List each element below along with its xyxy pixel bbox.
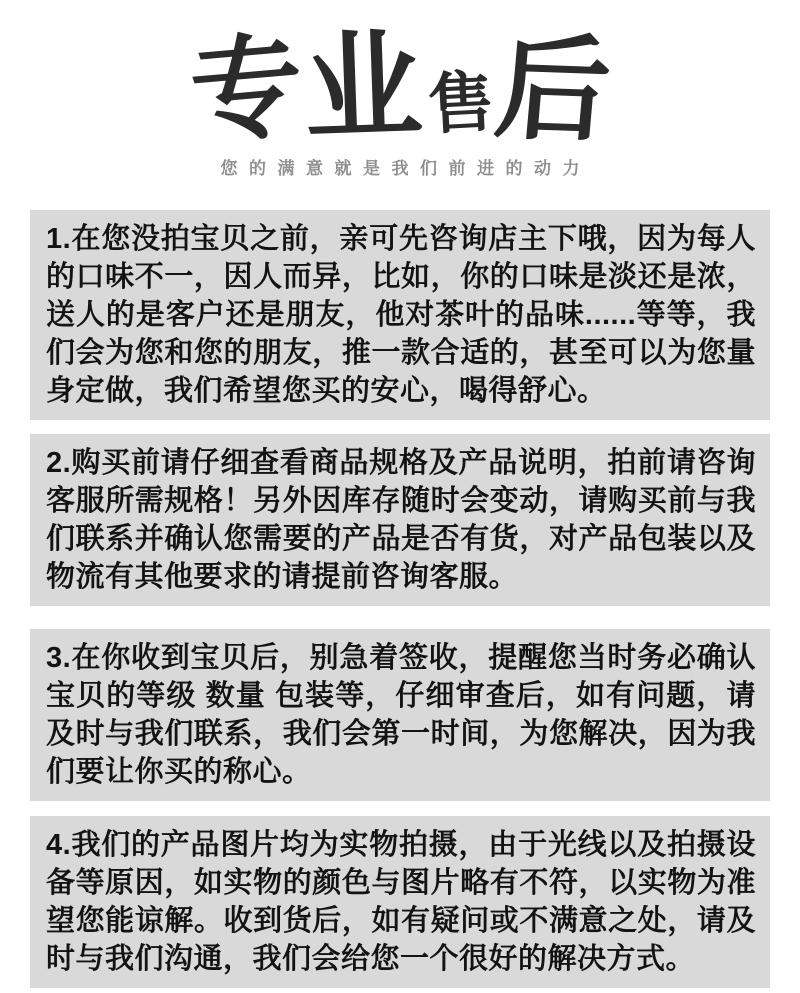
notice-item-3: 3.在你收到宝贝后，别急着签收，提醒您当时务必确认宝贝的等级 数量 包装等，仔细审查后，如有问题，请及时与我们联系，我们会第一时间，为您解决，因为我们要让你买的称心。 (30, 629, 770, 801)
title-char-1: 专 (189, 18, 303, 161)
page-title (0, 14, 800, 161)
notice-item-2: 2.购买前请仔细查看商品规格及产品说明，拍前请咨询客服所需规格！另外因库存随时会变动，请购买前与我们联系并确认您需要的产品是否有货，对产品包装以及物流有其他要求的请提前咨询客服。 (30, 434, 770, 606)
after-sales-header (0, 0, 800, 179)
notice-item-4: 4.我们的产品图片均为实物拍摄，由于光线以及拍摄设备等原因，如实物的颜色与图片略有不符，以实物为准望您能谅解。收到货后，如有疑问或不满意之处，请及时与我们沟通，我们会给您一个很好的解决方式。 (30, 816, 770, 988)
title-char-4: 后 (490, 20, 616, 158)
notice-item-1: 1.在您没拍宝贝之前，亲可先咨询店主下哦，因为每人的口味不一，因人而异，比如，你的口味是淡还是浓，送人的是客户还是朋友，他对茶叶的品味......等等，我们会为您和您的朋友，推一款合适的，甚至可以为您量身定做，我们希望您买的安心，喝得舒心。 (30, 210, 770, 420)
title-char-2: 业 (301, 14, 425, 159)
notice-list (0, 210, 800, 988)
title-char-3: 售 (426, 62, 496, 144)
page-subtitle: 您的满意就是我们前进的动力 (220, 159, 591, 178)
